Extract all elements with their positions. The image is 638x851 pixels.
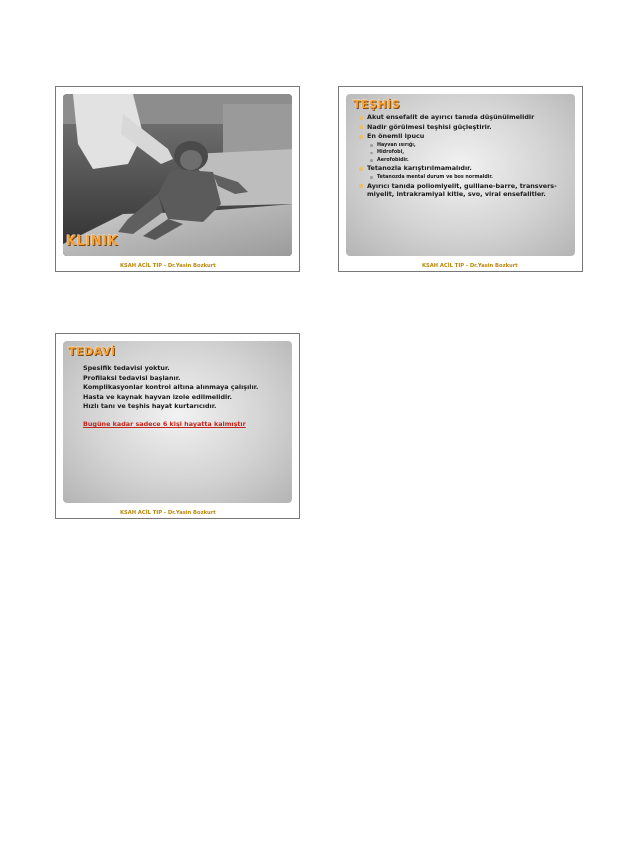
slide-title: TEŞHİS [353, 98, 401, 111]
slide-tedavi [55, 333, 300, 519]
slide-title: TEDAVİ [68, 345, 116, 358]
slide-klinik-content [63, 94, 292, 256]
slide-footer: KSAH ACİL TIP - Dr.Yasin Bozkurt [422, 263, 518, 269]
highlight-line: Bugüne kadar sadece 6 kişi hayatta kalmıştır [83, 419, 246, 428]
slide-footer: KSAH ACİL TIP - Dr.Yasin Bozkurt [120, 263, 216, 269]
bullet-list [358, 113, 568, 198]
list-item: En önemli ipucu [358, 132, 568, 142]
list-item: Tetanozda mental durum ve bos normaldir. [358, 174, 568, 181]
text-line: Komplikasyonlar kontrol altına alınmaya çalışılır. [83, 383, 259, 392]
list-item: Ayırıcı tanıda poliomiyelit, guillane-barre, transvers-miyelit, intrakramiyal kitle, svo, viral ensefalitler. [358, 181, 568, 198]
slide-klinik [55, 86, 300, 272]
patient-photo [63, 94, 292, 256]
list-item: Hayvan ısırığı, [358, 142, 568, 149]
list-item: Hidrofobi, [358, 149, 568, 156]
text-line: Hasta ve kaynak hayvan izole edilmelidir. [83, 392, 232, 401]
list-item: Nadir görülmesi teşhisi güçleştirir. [358, 123, 568, 133]
slide-tedavi-content [63, 341, 292, 503]
list-item: Akut ensefalit de ayırıcı tanıda düşünülmelidir [358, 113, 568, 123]
list-item: Aerofobidir. [358, 157, 568, 164]
text-line: Hızlı tanı ve teşhis hayat kurtarıcıdır. [83, 402, 217, 411]
slide-title: KLINIK [66, 234, 118, 249]
slide-teshis-content [346, 94, 575, 256]
text-line: Profilaksi tedavisi başlanır. [83, 373, 181, 382]
slide-footer: KSAH ACİL TIP - Dr.Yasin Bozkurt [120, 510, 216, 516]
slide-teshis [338, 86, 583, 272]
content-text [83, 364, 288, 430]
list-item: Tetanozla karıştırılmamalıdır. [358, 164, 568, 174]
text-line: Spesifik tedavisi yoktur. [83, 364, 170, 372]
